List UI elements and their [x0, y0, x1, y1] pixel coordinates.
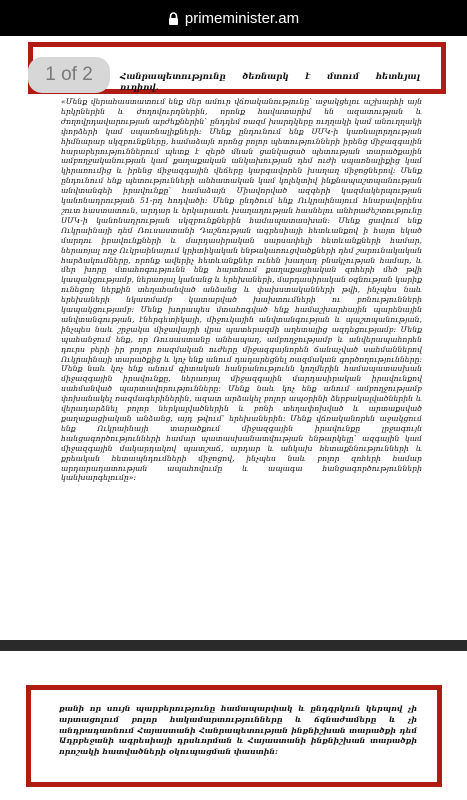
- page-divider: [0, 640, 467, 651]
- clause-paragraph: քանի որ սույն պարբերությունը համապարփակ և ընդգրկուն կերպով չի արտացոլում բոլոր հակամարտությունները և ճգնաժամերը և չի անդրադառնում Հայաստանի Հանրապետության ինքնիշխան տարածքի դեմ Ադրբեջանի ագրեսիայի դրսևորման և Հայաստանի ինքնիշխան տարածքի որոշակի հատվածների օկուպացման փաստին:: [59, 704, 417, 757]
- section-heading: Հանրապետությունը ծեռնարկ է մտում հետևյալ ուղիով.: [120, 72, 420, 93]
- quoted-paragraph: «Մենք վերահաստատում ենք մեր ամուր վճռականությունը՝ աջակցելու աշխարհի այն երկրներին և ժողովուրդներին, որոնք հավատարիմ են ազատության և ժողովրդավարության արժեքներին՝ ընդդեմ ռազմ խարդկերը ուղղակի կամ անուղղակի փորձերի կամ սպառնալիքների: Մենք ընդունում ենք ՍՄԿ-ի կառնալորղության հիմնարար սկզբունքները, համաձայն որոնց բոլոր պետությունների իրենց միջազգային հարաբերություններում պետք է զերծ մնան ցանկացած պետության տարածքային ամբողջականության կամ քաղաքական անկախության դեմ ուժի սպառնալիքից կամ կիրառումից և իրենց միջազգային վեճերը կարգավորեն խաղաղ միջոցներով: Մենք ընդունում ենք պետությունների անհատական կամ կոլեկտիվ ինքնապաշտպանության անվտանգեի իրավունքը՝ համաձայն Միավորված ազգերի կազմակերպության կանոնադրության 51-րդ հոդվածի: Մենք ընդծում ենք Ուկրաինայում հնարավորինս շուտ հաստատուն, արդար և երկարատև խաղաղության հասնելու անհրաժեշտությունը ՍՄԿ-ի կանոնադրության սկզբունքներին համապատասխան: Մենք ցավում ենք Ուկրաինայի դեմ Ռուսաստանի Դաշնության ագրեսիայի հետևանքով ի հայտ եկած մարդու իրավունքների և մարդասիրական սարսափելի հետևանքների համար, ներառյալ ողջ Ուկրաինայում կրիտիկական ենթակառուցվածքների դեմ շարունակական հարձակումները, որոնք ավերիչ հետևանքներ ունեն խաղաղ բնակչության համար, և մեր խորը մտահոգությունն ենք հայտնում քաղաքացիական զոհերի մեծ թվի կապակցությամբ, ներառյալ կանանց և երեխաների, մարդասիրական օգնության կարիք ունեցող ներքին տեղահանված անձանց և փախստականների թվի, ինչպես նաև երեխաների նկատմամբ կատարված խախտումների ու բռնությունների կապակցությամբ: Մենք խորապես մտահոգված ենք համաշխարհային պարենային անվտանգության, էներգետիկայի, միջուկային անվտանգության և պաշտպանության, ինչպես նաև շրջակա միջավայրի վրա պատերազմի աղետալից ազդեցությամբ: Մենք պահանջում ենք, որ Ռուսաստանը անհապաղ, ամբողջությամբ և անվերապահորեն դուրս բերի իր բոլոր ռազմական ուժերը միջազգայնորեն ճանաչված սահմաններով Ուկրաինայի տարածքից և կոչ ենք անում դադարեցնել ռազմական գործողությունները: Մենք նաև կոչ ենք անում գիտական հանրանությունն կողմերին համապատասխան միջազգային իրավունքը, ներառյալ միջազգային մարդասիրական իրավունքով սահմանված պարտավորությունները: Մենք նաև կոչ ենք անում ամբողջությամբ փոխանակել ռազմագերիներին, ազատ արձակել բոլոր ապօրինի ձերբակալվածներին և վերադարձնել բոլոր ներկալվածներին և բռնի տեղափոխված և արտաքսված քաղաքացիական անձանց, այդ թվում՝ երեխաներին: Մենք վճռականորեն աջակցում ենք Ուկրաինայի տարածքում միջազգային իրավունքը լրջագույն հանցագործությունների համար պատասխանատվության ենթարկելը՝ ազգային կամ միջազգային մակարդակով պատշաճ, արդար և անկախ հետաքննությունների և քրեական հետապնդումների միջոցով, ինչպես նաև բոլոր զոհերի համար արդարադատության ապահովումը և ապագա հանցագործությունների կանխարգելումը»:: [61, 97, 422, 483]
- page-indicator: 1 of 2: [28, 57, 110, 93]
- browser-address-bar[interactable]: [0, 0, 467, 36]
- lock-icon: [168, 10, 185, 27]
- url-text[interactable]: primeminister.am: [184, 9, 300, 27]
